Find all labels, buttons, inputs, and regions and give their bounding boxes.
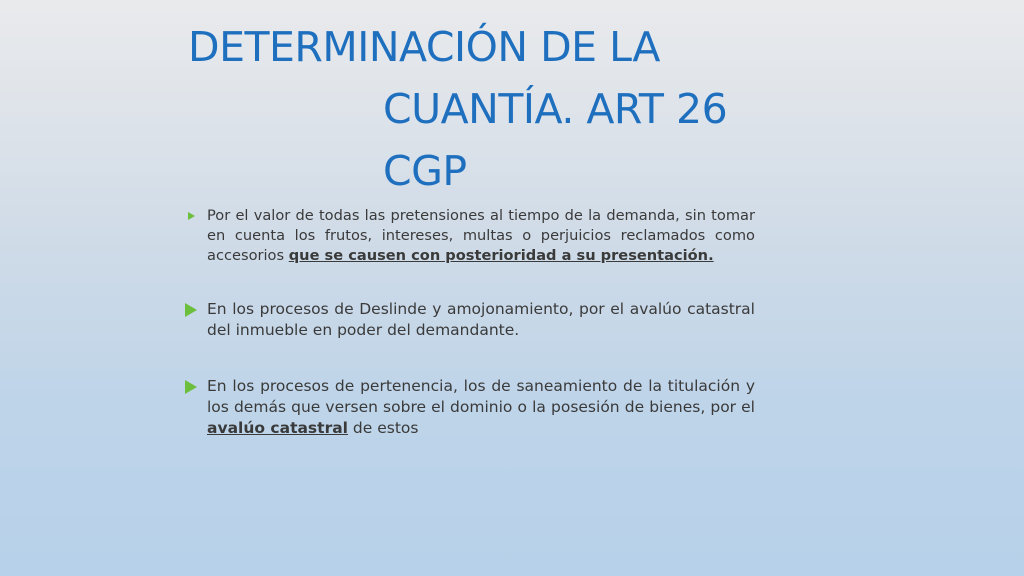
- underlined-phrase: avalúo catastral: [207, 419, 348, 437]
- bullet-item-deslinde: [185, 299, 755, 341]
- title-line-1: DETERMINACIÓN DE LA: [188, 23, 660, 71]
- bullet-text-end: de estos: [347, 419, 419, 437]
- triangle-bullet-icon: [185, 380, 197, 394]
- title-line-3: CGP: [383, 147, 467, 195]
- bullet-text: En los procesos de pertenencia, los de saneamiento de la titulación y los demás que versen sobre el dominio o la posesión de bienes, por el: [207, 377, 755, 416]
- bullet-item-valor-pretensiones: [185, 206, 755, 266]
- underlined-phrase: que se causen con posterioridad a su presentación.: [288, 247, 714, 264]
- bullet-item-pertenencia: [185, 376, 755, 439]
- triangle-bullet-icon: [188, 212, 195, 220]
- bullet-list: [185, 206, 755, 439]
- title-line-2: CUANTÍA. ART 26: [383, 85, 728, 133]
- bullet-text: En los procesos de Deslinde y amojonamiento, por el avalúo catastral del inmueble en poder del demandante.: [207, 300, 755, 339]
- slide-title: [188, 16, 808, 202]
- bullet-text: Por el valor de todas las pretensiones al tiempo de la demanda, sin tomar en cuenta los frutos, intereses, multas o perjuicios reclamados como accesorios: [207, 207, 755, 264]
- triangle-bullet-icon: [185, 303, 197, 317]
